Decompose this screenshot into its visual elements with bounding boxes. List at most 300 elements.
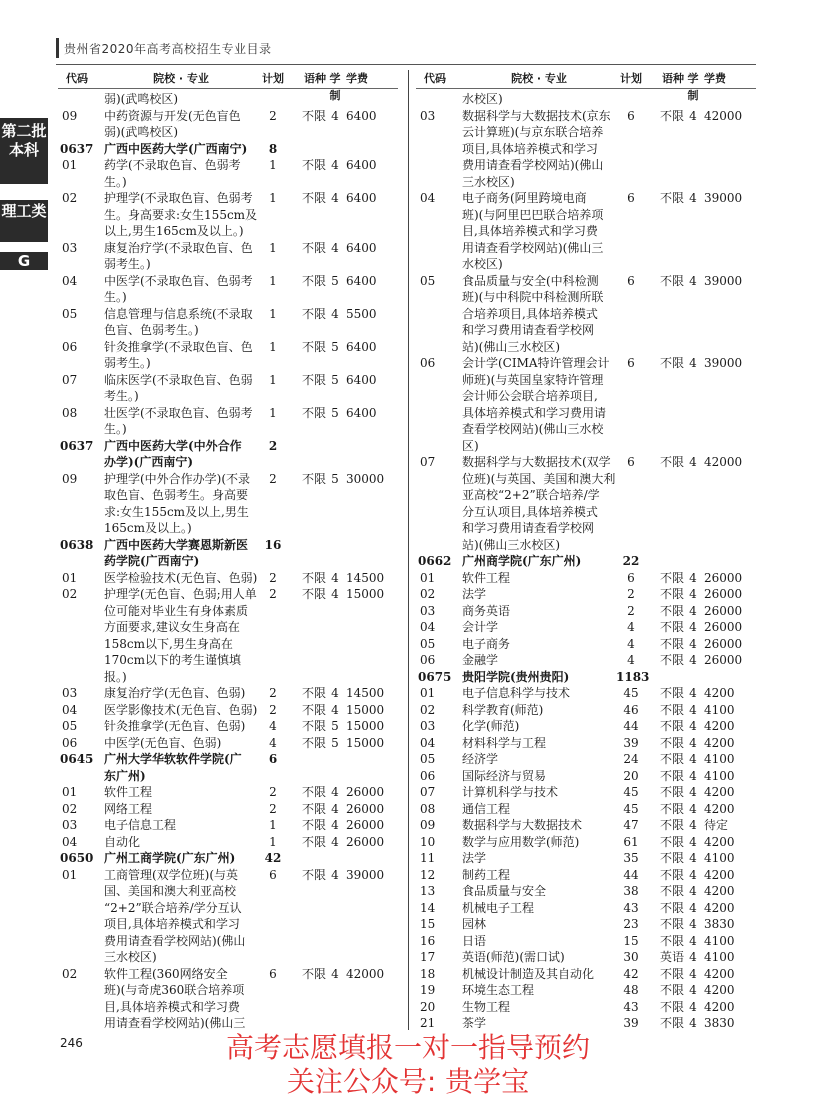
- cell-lang: 不限: [301, 108, 326, 123]
- school-row: [58, 553, 398, 570]
- table-row: [58, 339, 398, 356]
- cell-name: 数据科学与大数据技术(京东: [462, 108, 611, 123]
- table-row: [58, 702, 398, 719]
- cell-fee: [342, 999, 398, 1016]
- cell-len: [686, 322, 700, 339]
- cell-name: 方面要求,建议女生身高在: [104, 620, 240, 634]
- table-row: [58, 421, 398, 438]
- table-row: [416, 504, 756, 521]
- cell-lang: 不限: [659, 900, 684, 915]
- cell-name: 食品质量与安全(中科检测: [462, 273, 599, 288]
- cell-lang: 不限: [301, 818, 326, 832]
- cell-plan: [616, 157, 646, 174]
- table-row: [416, 718, 756, 735]
- cell-len: 4: [331, 587, 339, 601]
- cell-code: [58, 289, 104, 306]
- cell-lang: [646, 322, 686, 339]
- cell-fee: 6400: [346, 240, 377, 255]
- cell-name: 广西中医药大学(广西南宁): [104, 141, 248, 156]
- right-rows: [416, 91, 756, 1032]
- cell-name: 贵阳学院(贵州贵阳): [462, 669, 570, 684]
- cell-lang: [646, 289, 686, 306]
- cell-lang: 不限: [659, 966, 684, 981]
- cell-len: [328, 438, 342, 455]
- cell-lang: 不限: [301, 966, 326, 981]
- cell-fee: 3830: [704, 1016, 735, 1030]
- cell-code: 03: [420, 603, 436, 618]
- cell-fee: [342, 751, 398, 768]
- cell-len: 4: [689, 818, 697, 832]
- cell-plan: [258, 982, 288, 999]
- cell-len: [328, 999, 342, 1016]
- cell-name: 法学: [462, 587, 487, 601]
- cell-lang: [288, 933, 328, 950]
- cell-name: 会计师公会联合培养项目,: [462, 389, 598, 403]
- cell-fee: 39000: [346, 867, 385, 882]
- table-row: [58, 157, 398, 174]
- cell-plan: [258, 322, 288, 339]
- table-row: [416, 685, 756, 702]
- cell-fee: [342, 223, 398, 240]
- cell-plan: [616, 504, 646, 521]
- cell-len: 4: [689, 603, 697, 618]
- cell-code: 06: [62, 339, 78, 354]
- cell-len: [328, 174, 342, 191]
- cell-fee: 15000: [346, 702, 385, 717]
- table-row: [58, 190, 398, 207]
- cell-code: [416, 438, 462, 455]
- cell-len: 4: [689, 620, 697, 634]
- cell-len: 4: [331, 785, 339, 799]
- header-name: 院校 · 专业: [511, 72, 567, 85]
- cell-name: 制药工程: [462, 867, 511, 882]
- cell-fee: 4200: [704, 719, 735, 733]
- table-row: [58, 718, 398, 735]
- cell-lang: [646, 141, 686, 158]
- cell-code: [58, 355, 104, 372]
- school-row: [58, 141, 398, 158]
- cell-len: [686, 553, 700, 570]
- cell-len: 4: [689, 966, 697, 981]
- cell-code: 01: [62, 158, 78, 172]
- cell-plan: 2: [269, 801, 277, 816]
- cell-len: 4: [689, 752, 697, 766]
- cell-code: [416, 537, 462, 554]
- cell-code: 05: [62, 719, 78, 733]
- cell-lang: 不限: [659, 455, 684, 469]
- cell-lang: 不限: [301, 405, 326, 420]
- cell-name: 中药资源与开发(无色盲色: [104, 108, 241, 123]
- cell-lang: 不限: [301, 240, 326, 255]
- cell-plan: [258, 933, 288, 950]
- cell-code: [58, 504, 104, 521]
- cell-fee: 42000: [346, 966, 385, 981]
- cell-name: 电子信息工程: [104, 818, 177, 832]
- cell-len: 4: [689, 1016, 697, 1030]
- header-plan: 计划: [262, 72, 284, 85]
- cell-fee: [342, 619, 398, 636]
- cell-plan: 42: [264, 851, 282, 865]
- cell-lang: 不限: [301, 471, 326, 486]
- cell-len: 4: [689, 834, 697, 849]
- cell-plan: 1: [269, 834, 277, 849]
- cell-len: 4: [689, 636, 697, 651]
- cell-fee: [700, 487, 756, 504]
- cell-len: 4: [689, 884, 697, 898]
- cell-code: 01: [62, 867, 78, 882]
- cell-lang: 不限: [301, 834, 326, 849]
- cell-plan: 45: [623, 785, 639, 799]
- cell-len: [328, 652, 342, 669]
- cell-plan: [258, 999, 288, 1016]
- table-row: [416, 108, 756, 125]
- cell-plan: 1: [269, 191, 277, 205]
- cell-lang: 不限: [659, 108, 684, 123]
- cell-name: 查看学校网站)(佛山三水校: [462, 422, 604, 436]
- cell-name: 目,具体培养模式和学习费: [462, 224, 598, 238]
- cell-name: 考生。): [104, 389, 139, 403]
- table-row: [416, 982, 756, 999]
- table-row: [58, 619, 398, 636]
- cell-name: 水校区): [462, 92, 503, 106]
- table-row: [58, 174, 398, 191]
- table-row: [58, 900, 398, 917]
- cell-name: 生。): [104, 422, 127, 436]
- cell-fee: 6400: [346, 108, 377, 123]
- cell-len: 4: [689, 108, 697, 123]
- cell-lang: [646, 487, 686, 504]
- table-row: [58, 784, 398, 801]
- cell-len: 4: [331, 867, 339, 882]
- cell-fee: 6400: [346, 405, 377, 420]
- cell-code: [416, 421, 462, 438]
- cell-name: 和学习费用请查看学校网: [462, 323, 595, 337]
- table-row: [58, 207, 398, 224]
- cell-fee: [700, 504, 756, 521]
- cell-code: 18: [420, 966, 436, 981]
- cell-code: [58, 949, 104, 966]
- cell-lang: [288, 223, 328, 240]
- cell-fee: 30000: [346, 471, 385, 486]
- cell-lang: 不限: [301, 372, 326, 387]
- header-plan: 计划: [620, 72, 642, 85]
- table-row: [416, 471, 756, 488]
- cell-fee: [700, 223, 756, 240]
- cell-name: 班)(与奇虎360联合培养项: [104, 983, 245, 997]
- cell-name: 云计算班)(与京东联合培养: [462, 125, 604, 139]
- cell-name: 软件工程: [462, 570, 511, 585]
- cell-fee: [700, 141, 756, 158]
- cell-lang: 不限: [659, 785, 684, 799]
- cell-plan: [616, 438, 646, 455]
- school-row: [58, 438, 398, 455]
- cell-fee: [700, 405, 756, 422]
- cell-len: [686, 438, 700, 455]
- cell-name: 项目,具体培养模式和学习: [462, 141, 598, 156]
- cell-name: 165cm及以上。): [104, 521, 192, 535]
- cell-len: [328, 603, 342, 620]
- table-row: [416, 966, 756, 983]
- header-fee: 学费: [346, 72, 368, 85]
- cell-plan: [616, 487, 646, 504]
- cell-len: [328, 289, 342, 306]
- cell-lang: [288, 553, 328, 570]
- table-row: [416, 834, 756, 851]
- cell-fee: [342, 388, 398, 405]
- cell-lang: [288, 289, 328, 306]
- table-row: [416, 619, 756, 636]
- cell-lang: 不限: [301, 719, 326, 733]
- cell-lang: [288, 124, 328, 141]
- cell-code: 04: [420, 735, 436, 750]
- cell-name: 和学习费用请查看学校网: [462, 521, 595, 535]
- cell-len: [328, 537, 342, 554]
- cell-lang: 不限: [301, 686, 326, 700]
- table-row: [416, 157, 756, 174]
- cell-plan: 4: [627, 653, 635, 667]
- cell-len: 4: [689, 768, 697, 783]
- cell-len: [686, 421, 700, 438]
- cell-plan: 6: [627, 191, 635, 205]
- cell-code: [416, 207, 462, 224]
- cell-lang: 不限: [659, 801, 684, 816]
- cell-plan: [616, 421, 646, 438]
- cell-code: 04: [420, 191, 436, 205]
- cell-code: [58, 603, 104, 620]
- cell-name: 会计学: [462, 620, 499, 634]
- cell-fee: 待定: [704, 818, 729, 832]
- cell-fee: 26000: [346, 785, 385, 799]
- cell-name: 水校区): [462, 257, 503, 271]
- cell-lang: [646, 256, 686, 273]
- cell-fee: [342, 289, 398, 306]
- cell-code: [416, 520, 462, 537]
- cell-name: 数据科学与大数据技术: [462, 818, 583, 832]
- cell-plan: [616, 405, 646, 422]
- table-row: [416, 883, 756, 900]
- table-row: [416, 454, 756, 471]
- cell-name: 办学)(广西南宁): [104, 455, 194, 469]
- cell-code: [416, 388, 462, 405]
- cell-name: 分互认项目,具体培养模式: [462, 504, 598, 519]
- cell-name: 茶学: [462, 1016, 487, 1030]
- cell-len: [686, 124, 700, 141]
- cell-fee: 15000: [346, 587, 385, 601]
- cell-name: 医学检验技术(无色盲、色弱): [104, 570, 258, 585]
- cell-fee: [342, 916, 398, 933]
- cell-lang: 不限: [659, 356, 684, 370]
- cell-fee: 4200: [704, 801, 735, 816]
- cell-len: 4: [689, 785, 697, 799]
- cell-name: 中医学(不录取色盲、色弱考: [104, 273, 253, 288]
- table-row: [416, 999, 756, 1016]
- cell-plan: 1: [269, 306, 277, 321]
- cell-lang: [646, 388, 686, 405]
- cell-fee: [342, 207, 398, 224]
- cell-fee: [342, 421, 398, 438]
- cell-len: 4: [331, 191, 339, 205]
- column-divider: [408, 70, 409, 1030]
- cell-plan: [258, 619, 288, 636]
- cell-len: 4: [689, 735, 697, 750]
- cell-plan: 6: [269, 867, 277, 882]
- cell-code: 03: [62, 686, 78, 700]
- cell-lang: [646, 339, 686, 356]
- cell-lang: [646, 471, 686, 488]
- cell-plan: [258, 520, 288, 537]
- table-row: [416, 124, 756, 141]
- cell-code: [58, 124, 104, 141]
- cell-len: 5: [331, 735, 339, 750]
- cell-code: [58, 933, 104, 950]
- cell-name: 170cm以下的考生谨慎填: [104, 653, 242, 667]
- cell-code: [416, 124, 462, 141]
- table-row: [58, 108, 398, 125]
- table-row: [58, 504, 398, 521]
- cell-fee: [700, 438, 756, 455]
- cell-code: [58, 454, 104, 471]
- cell-plan: [258, 553, 288, 570]
- cell-lang: 不限: [659, 603, 684, 618]
- cell-name: 费用请查看学校网站)(佛山: [462, 158, 604, 172]
- cell-lang: [288, 174, 328, 191]
- table-row: [416, 405, 756, 422]
- cell-plan: 2: [268, 438, 278, 453]
- cell-name: 广州工商学院(广东广州): [104, 851, 236, 865]
- cell-fee: [700, 174, 756, 191]
- cell-fee: [342, 520, 398, 537]
- cell-fee: [700, 322, 756, 339]
- cell-len: [686, 141, 700, 158]
- cell-plan: [616, 174, 646, 191]
- cell-name: 求:女生155cm及以上,男生: [104, 504, 249, 519]
- table-row: [416, 355, 756, 372]
- table-row: [416, 570, 756, 587]
- table-row: [58, 669, 398, 686]
- cell-code: 03: [62, 240, 78, 255]
- table-row: [58, 685, 398, 702]
- cell-lang: 不限: [659, 834, 684, 849]
- cell-name: 费用请查看学校网站)(佛山: [104, 933, 246, 948]
- cell-lang: [288, 603, 328, 620]
- cell-code: 05: [420, 636, 436, 651]
- cell-fee: 4200: [704, 686, 735, 700]
- header-title: 贵州省2020年高考高校招生专业目录: [64, 42, 272, 56]
- cell-name: 弱)(武鸣校区): [104, 92, 179, 106]
- table-row: [58, 520, 398, 537]
- table-row: [416, 850, 756, 867]
- cell-name: 计算机科学与技术: [462, 785, 559, 799]
- cell-code: 01: [420, 570, 436, 585]
- cell-name: 中医学(无色盲、色弱): [104, 735, 222, 750]
- cell-code: 03: [420, 108, 436, 123]
- cell-name: 广西中医药大学赛恩斯新医: [104, 537, 249, 552]
- cell-len: 4: [689, 719, 697, 733]
- table-row: [416, 817, 756, 834]
- cell-lang: [646, 124, 686, 141]
- cell-len: 4: [331, 570, 339, 585]
- cell-code: 10: [420, 834, 436, 849]
- cell-plan: 1183: [616, 669, 650, 684]
- cell-len: [686, 388, 700, 405]
- cell-fee: 39000: [704, 356, 743, 370]
- cell-len: [686, 471, 700, 488]
- cell-lang: [288, 207, 328, 224]
- cell-code: 08: [62, 405, 78, 420]
- cell-name: 项目,具体培养模式和学习: [104, 917, 240, 931]
- table-row: [58, 834, 398, 851]
- cell-name: 三水校区): [462, 174, 515, 189]
- cell-name: 师班)(与英国皇家特许管理: [462, 372, 604, 387]
- cell-code: 19: [420, 983, 436, 997]
- cell-plan: [258, 504, 288, 521]
- cell-plan: [258, 949, 288, 966]
- cell-fee: [342, 256, 398, 273]
- cell-lang: 不限: [301, 735, 326, 750]
- cell-code: 01: [62, 570, 78, 585]
- cell-name: 工商管理(双学位班)(与英: [104, 867, 239, 882]
- table-row: [58, 388, 398, 405]
- cell-plan: 4: [627, 636, 635, 651]
- cell-plan: 2: [627, 603, 635, 618]
- table-row: [58, 471, 398, 488]
- cell-fee: [700, 553, 756, 570]
- table-row: [58, 982, 398, 999]
- cell-len: [686, 240, 700, 257]
- cell-fee: [342, 537, 398, 554]
- page-number: 246: [60, 1036, 83, 1050]
- cell-len: 5: [331, 471, 339, 486]
- cell-code: 04: [62, 702, 78, 717]
- cell-fee: 26000: [346, 818, 385, 832]
- cell-name: 护理学(无色盲、色弱;用人单: [104, 587, 257, 601]
- cell-len: [328, 520, 342, 537]
- cell-fee: 14500: [346, 570, 385, 585]
- cell-name: 亚高校“2+2”联合培养/学: [462, 488, 600, 502]
- cell-len: [328, 916, 342, 933]
- cell-len: [328, 883, 342, 900]
- cell-lang: [646, 207, 686, 224]
- cell-plan: 35: [623, 851, 639, 865]
- cell-code: [416, 256, 462, 273]
- table-row: [416, 487, 756, 504]
- cell-len: [328, 768, 342, 785]
- cell-len: [328, 223, 342, 240]
- cell-code: 0645: [60, 752, 94, 766]
- table-row: [416, 801, 756, 818]
- cell-name: 医学影像技术(无色盲、色弱): [104, 702, 258, 717]
- cell-code: [58, 223, 104, 240]
- cell-len: 4: [331, 240, 339, 255]
- cell-len: 4: [331, 306, 339, 321]
- header-fee: 学费: [704, 72, 726, 85]
- cell-plan: 1: [269, 405, 277, 420]
- cell-code: 07: [420, 455, 436, 469]
- cell-fee: 42000: [704, 108, 743, 123]
- cell-fee: [342, 141, 398, 158]
- cell-fee: [342, 850, 398, 867]
- cell-name: 信息管理与信息系统(不录取: [104, 306, 253, 321]
- cell-code: 08: [420, 801, 436, 816]
- cell-len: [328, 487, 342, 504]
- cell-lang: 不限: [659, 653, 684, 667]
- cell-name: 药学院(广西南宁): [104, 554, 200, 568]
- table-row: [416, 339, 756, 356]
- cell-len: 5: [331, 339, 339, 354]
- table-row: [416, 273, 756, 290]
- cell-plan: 23: [623, 917, 639, 931]
- cell-code: [58, 636, 104, 653]
